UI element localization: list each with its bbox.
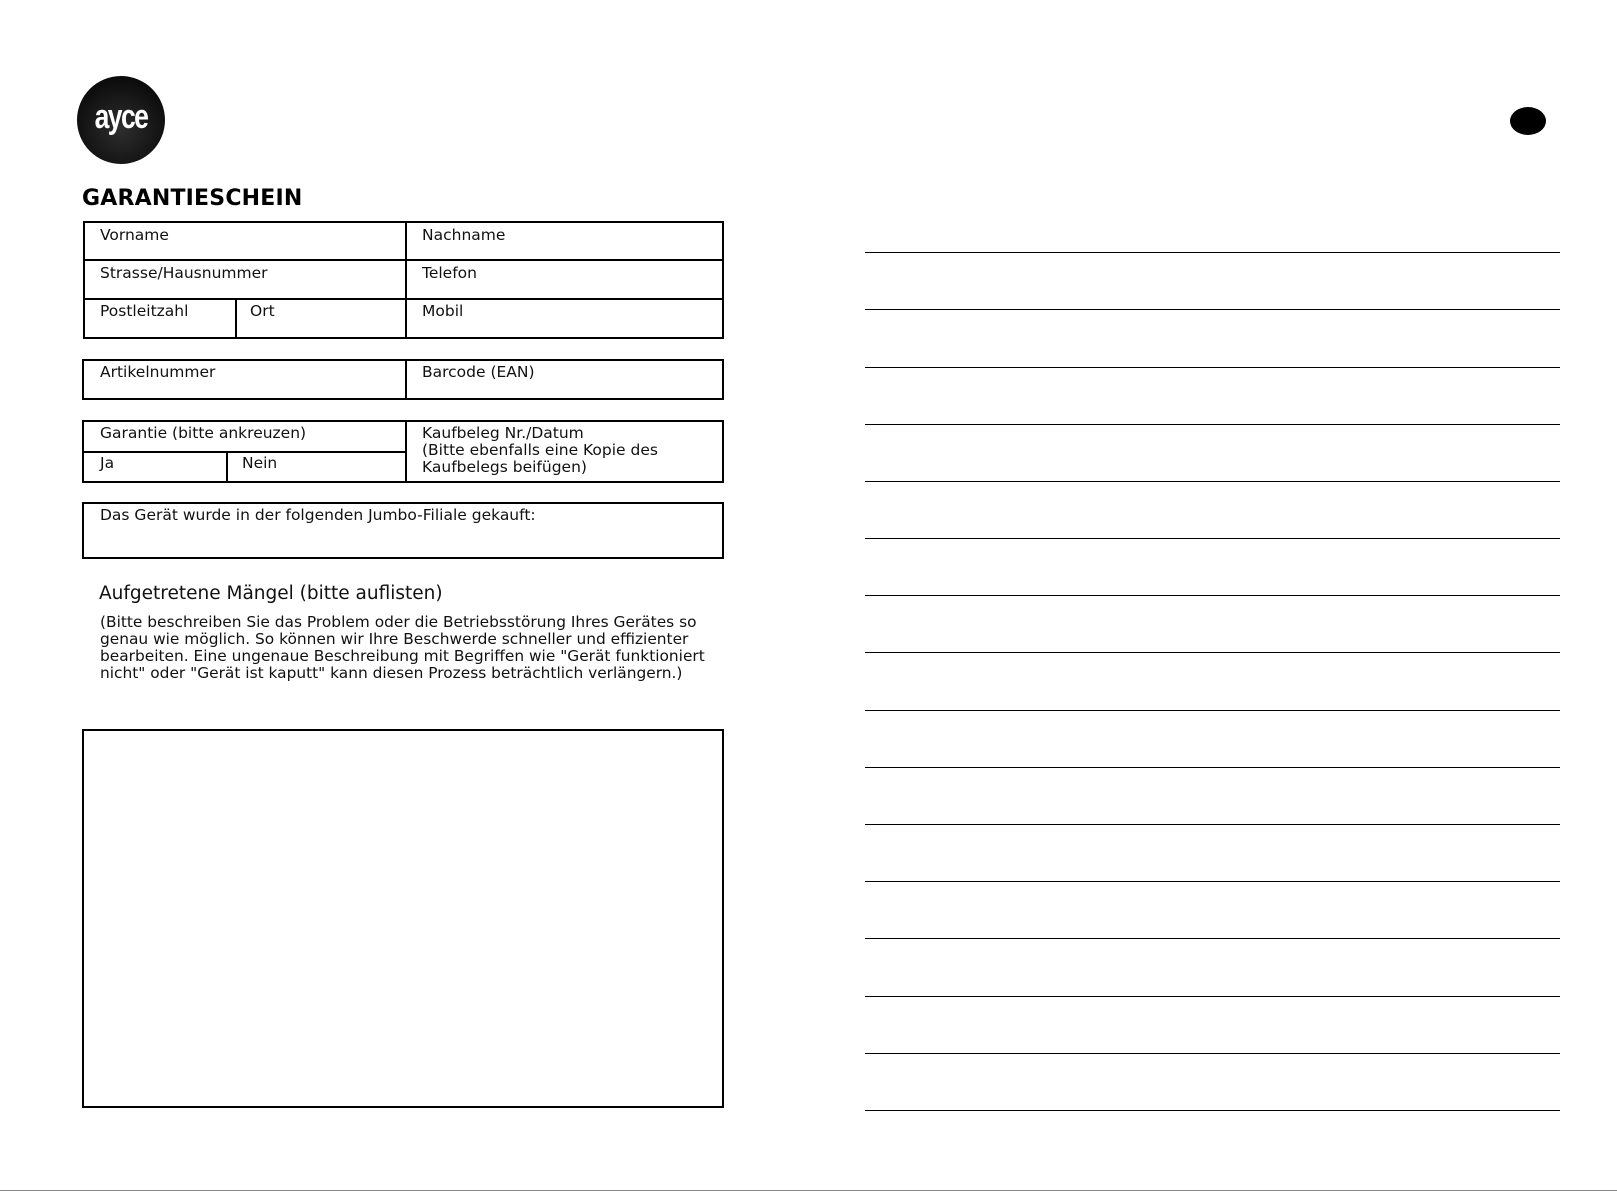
page-bottom-edge [0,1190,1617,1191]
writing-line[interactable] [865,938,1560,939]
barcode-field[interactable]: Barcode (EAN) [422,363,535,381]
writing-line[interactable] [865,767,1560,768]
writing-line[interactable] [865,652,1560,653]
form-title: GARANTIESCHEIN [82,186,303,211]
logo-text: ayce [94,98,148,136]
writing-line[interactable] [865,309,1560,310]
receipt-note: Kaufbelegs beifügen) [422,458,587,476]
divider [405,221,407,339]
divider [235,298,237,339]
first-name-field[interactable]: Vorname [100,226,169,244]
street-field[interactable]: Strasse/Hausnummer [100,264,268,282]
ayce-logo [77,76,165,164]
last-name-field[interactable]: Nachname [422,226,506,244]
receipt-note: (Bitte ebenfalls eine Kopie des [422,441,658,459]
writing-line[interactable] [865,996,1560,997]
writing-line[interactable] [865,252,1560,253]
page-marker-dot [1510,107,1546,135]
city-field[interactable]: Ort [250,302,275,320]
writing-line[interactable] [865,881,1560,882]
writing-line[interactable] [865,481,1560,482]
defects-description: (Bitte beschreiben Sie das Problem oder die Betriebsstörung Ihres Gerätes so [100,613,697,631]
writing-line[interactable] [865,595,1560,596]
defects-description: nicht" oder "Gerät ist kaputt" kann diesen Prozess beträchtlich verlängern.) [100,664,683,682]
divider [405,359,407,400]
article-number-field[interactable]: Artikelnummer [100,363,216,381]
receipt-field[interactable]: Kaufbeleg Nr./Datum [422,424,584,442]
phone-field[interactable]: Telefon [422,264,477,282]
divider [82,451,406,453]
defects-description: bearbeiten. Eine ungenaue Beschreibung mit Begriffen wie "Gerät funktioniert [100,647,705,665]
warranty-no-option[interactable]: Nein [242,454,278,472]
writing-line[interactable] [865,1110,1560,1111]
writing-line[interactable] [865,367,1560,368]
writing-line[interactable] [865,710,1560,711]
postal-code-field[interactable]: Postleitzahl [100,302,189,320]
divider [226,451,228,483]
writing-line[interactable] [865,424,1560,425]
store-label: Das Gerät wurde in der folgenden Jumbo-Filiale gekauft: [100,506,536,524]
defects-description: genau wie möglich. So können wir Ihre Beschwerde schneller und effizienter [100,630,689,648]
defects-heading: Aufgetretene Mängel (bitte auflisten) [99,583,443,604]
divider [83,298,724,300]
writing-line[interactable] [865,824,1560,825]
defects-textarea[interactable] [82,729,724,1108]
writing-line[interactable] [865,538,1560,539]
writing-line[interactable] [865,1053,1560,1054]
warranty-label: Garantie (bitte ankreuzen) [100,424,307,442]
warranty-yes-option[interactable]: Ja [100,454,115,472]
mobile-field[interactable]: Mobil [422,302,464,320]
divider [83,259,724,261]
